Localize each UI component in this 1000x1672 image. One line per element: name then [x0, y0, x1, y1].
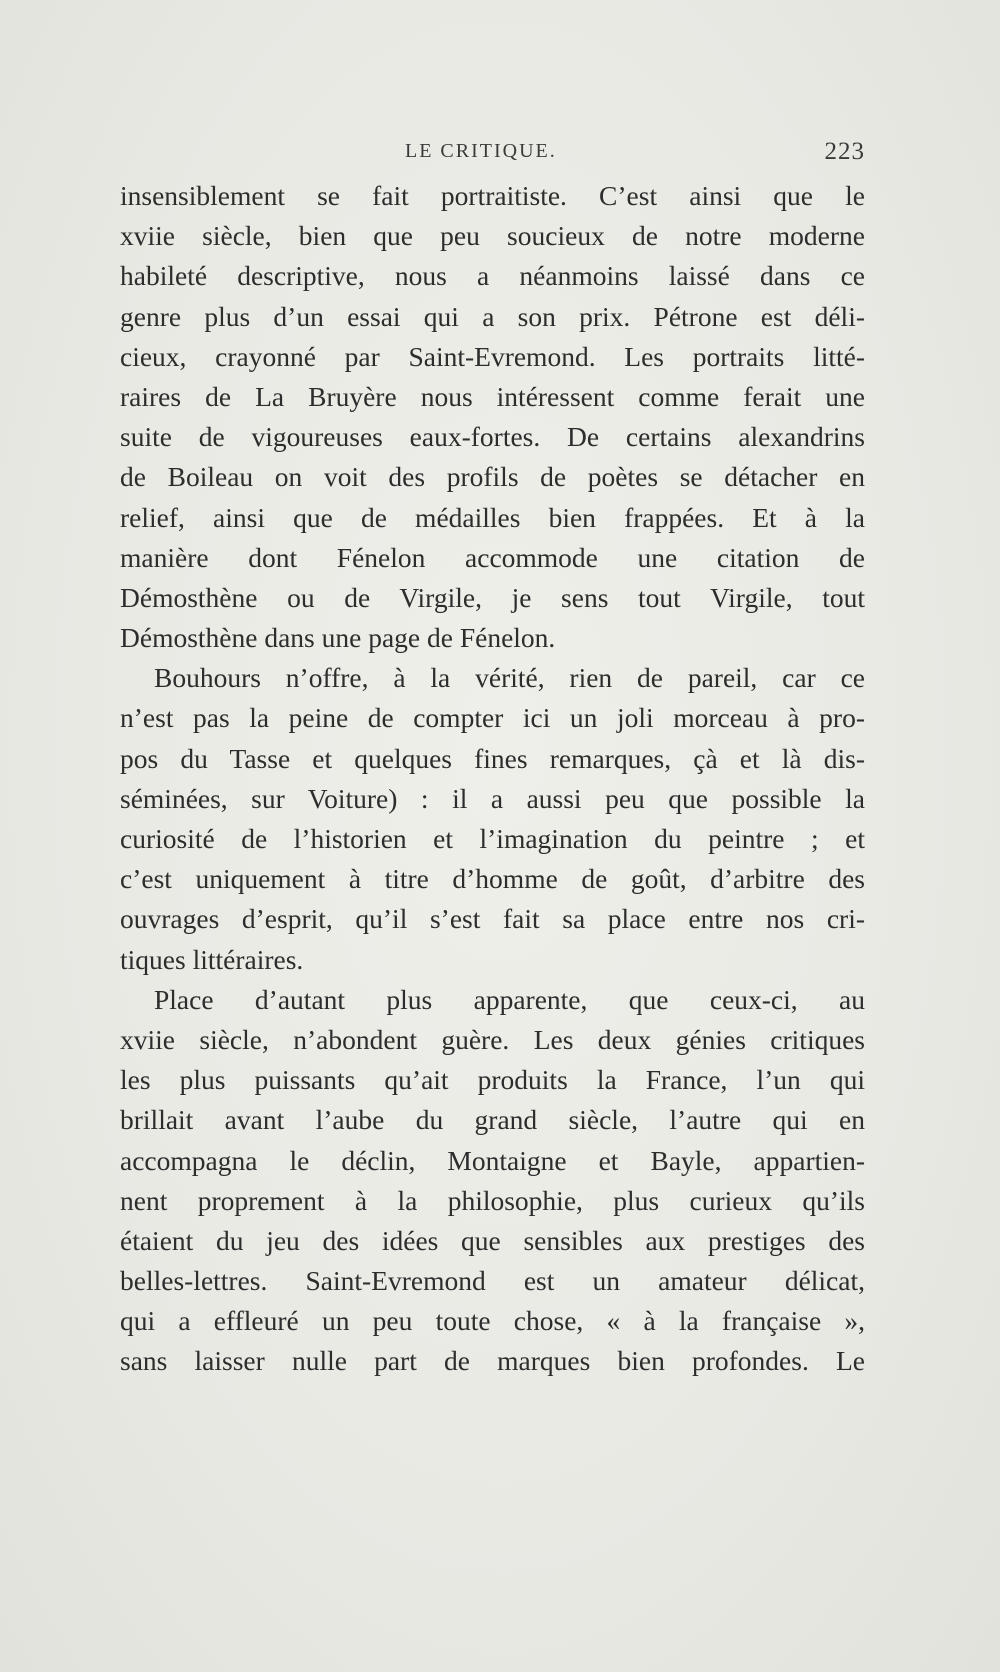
- body-text: [120, 176, 865, 1382]
- text-line: Démosthène dans une page de Fénelon.: [120, 622, 556, 654]
- text-line: habileté descriptive, nous a néanmoins laissé dans ce: [120, 260, 865, 292]
- text-line: cieux, crayonné par Saint-Evremond. Les portraits litté-: [120, 340, 865, 372]
- text-line: brillait avant l’aube du grand siècle, l’autre qui en: [120, 1104, 865, 1136]
- page-number: 223: [824, 138, 865, 165]
- text-line: raires de La Bruyère nous intéressent comme ferait une: [120, 380, 865, 412]
- paragraph-2: [120, 658, 865, 980]
- text-line: qui a effleuré un peu toute chose, « à la française »,: [120, 1305, 865, 1337]
- text-line: manière dont Fénelon accommode une citation de: [120, 541, 865, 573]
- text-line: belles-lettres. Saint-Evremond est un amateur délicat,: [120, 1265, 865, 1297]
- text-line: xviie siècle, n’abondent guère. Les deux génies critiques: [120, 1023, 865, 1055]
- text-line: genre plus d’un essai qui a son prix. Pétrone est déli-: [120, 300, 865, 332]
- text-line: pos du Tasse et quelques fines remarques, çà et là dis-: [120, 742, 865, 774]
- text-line: accompagna le déclin, Montaigne et Bayle, appartien-: [120, 1144, 865, 1176]
- text-line: Démosthène ou de Virgile, je sens tout Virgile, tout: [120, 581, 865, 613]
- text-line: xviie siècle, bien que peu soucieux de notre moderne: [120, 220, 865, 252]
- text-line: curiosité de l’historien et l’imagination du peintre ; et: [120, 823, 865, 854]
- text-line: sans laisser nulle part de marques bien profondes. Le: [120, 1345, 865, 1377]
- running-head: [120, 138, 865, 172]
- paragraph-3: [120, 980, 865, 1382]
- text-line: les plus puissants qu’ait produits la France, l’un qui: [120, 1064, 865, 1096]
- text-line: suite de vigoureuses eaux-fortes. De certains alexandrins: [120, 421, 865, 453]
- text-line: nent proprement à la philosophie, plus curieux qu’ils: [120, 1184, 865, 1216]
- text-line: n’est pas la peine de compter ici un joli morceau à pro-: [120, 702, 865, 734]
- text-line: séminées, sur Voiture) : il a aussi peu que possible la: [120, 782, 865, 814]
- running-title: LE CRITIQUE.: [405, 140, 557, 162]
- text-line: étaient du jeu des idées que sensibles aux prestiges des: [120, 1224, 865, 1256]
- paragraph-1: [120, 176, 865, 658]
- text-line: c’est uniquement à titre d’homme de goût, d’arbitre des: [120, 863, 865, 895]
- text-line: de Boileau on voit des profils de poètes se détacher en: [120, 461, 865, 493]
- text-line: relief, ainsi que de médailles bien frappées. Et à la: [120, 501, 865, 533]
- text-line: tiques littéraires.: [120, 943, 304, 975]
- text-line: Bouhours n’offre, à la vérité, rien de pareil, car ce: [154, 662, 865, 694]
- text-line: insensiblement se fait portraitiste. C’est ainsi que le: [120, 180, 865, 211]
- text-line: Place d’autant plus apparente, que ceux-ci, au: [154, 983, 865, 1015]
- text-line: ouvrages d’esprit, qu’il s’est fait sa place entre nos cri-: [120, 903, 865, 935]
